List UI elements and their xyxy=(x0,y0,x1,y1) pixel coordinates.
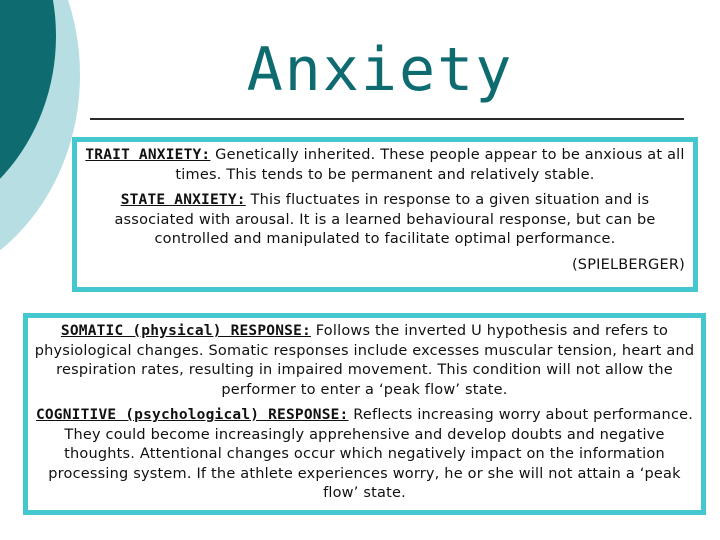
state-anxiety-heading: STATE ANXIETY: xyxy=(120,192,246,208)
cognitive-response-heading: COGNITIVE (psychological) RESPONSE: xyxy=(35,407,349,423)
anxiety-types-box xyxy=(72,137,698,292)
state-anxiety-paragraph xyxy=(83,191,687,250)
citation: (SPIELBERGER) xyxy=(571,256,685,273)
responses-box xyxy=(23,313,706,515)
state-anxiety-text: This fluctuates in response to a given situation and is associated with arousal. It is a learned behavioural response, but can be controlled and manipulated to facilitate optimal performance. xyxy=(114,192,656,247)
somatic-response-paragraph xyxy=(32,322,697,400)
somatic-response-heading: SOMATIC (physical) RESPONSE: xyxy=(60,323,311,339)
cognitive-response-text: Reflects increasing worry about performance. They could become increasingly apprehensive and develop doubts and negative thoughts. Attentional changes occur which negatively impact on the information processing system. If the athlete experiences worry, he or she will not attain a ‘peak flow’ state. xyxy=(48,407,694,501)
trait-anxiety-paragraph xyxy=(83,146,687,185)
slide-title: Anxiety xyxy=(246,35,514,105)
trait-anxiety-text: Genetically inherited. These people appear to be anxious at all times. This tends to be permanent and relatively stable. xyxy=(175,147,685,183)
title-underline xyxy=(90,118,684,120)
trait-anxiety-heading: TRAIT ANXIETY: xyxy=(85,147,211,163)
somatic-response-text: Follows the inverted U hypothesis and refers to physiological changes. Somatic responses include excesses muscular tension, heart and respiration rates, resulting in impaired movement. This condition will not allow the performer to enter a ‘peak flow’ state. xyxy=(34,323,695,398)
cognitive-response-paragraph xyxy=(32,406,697,504)
